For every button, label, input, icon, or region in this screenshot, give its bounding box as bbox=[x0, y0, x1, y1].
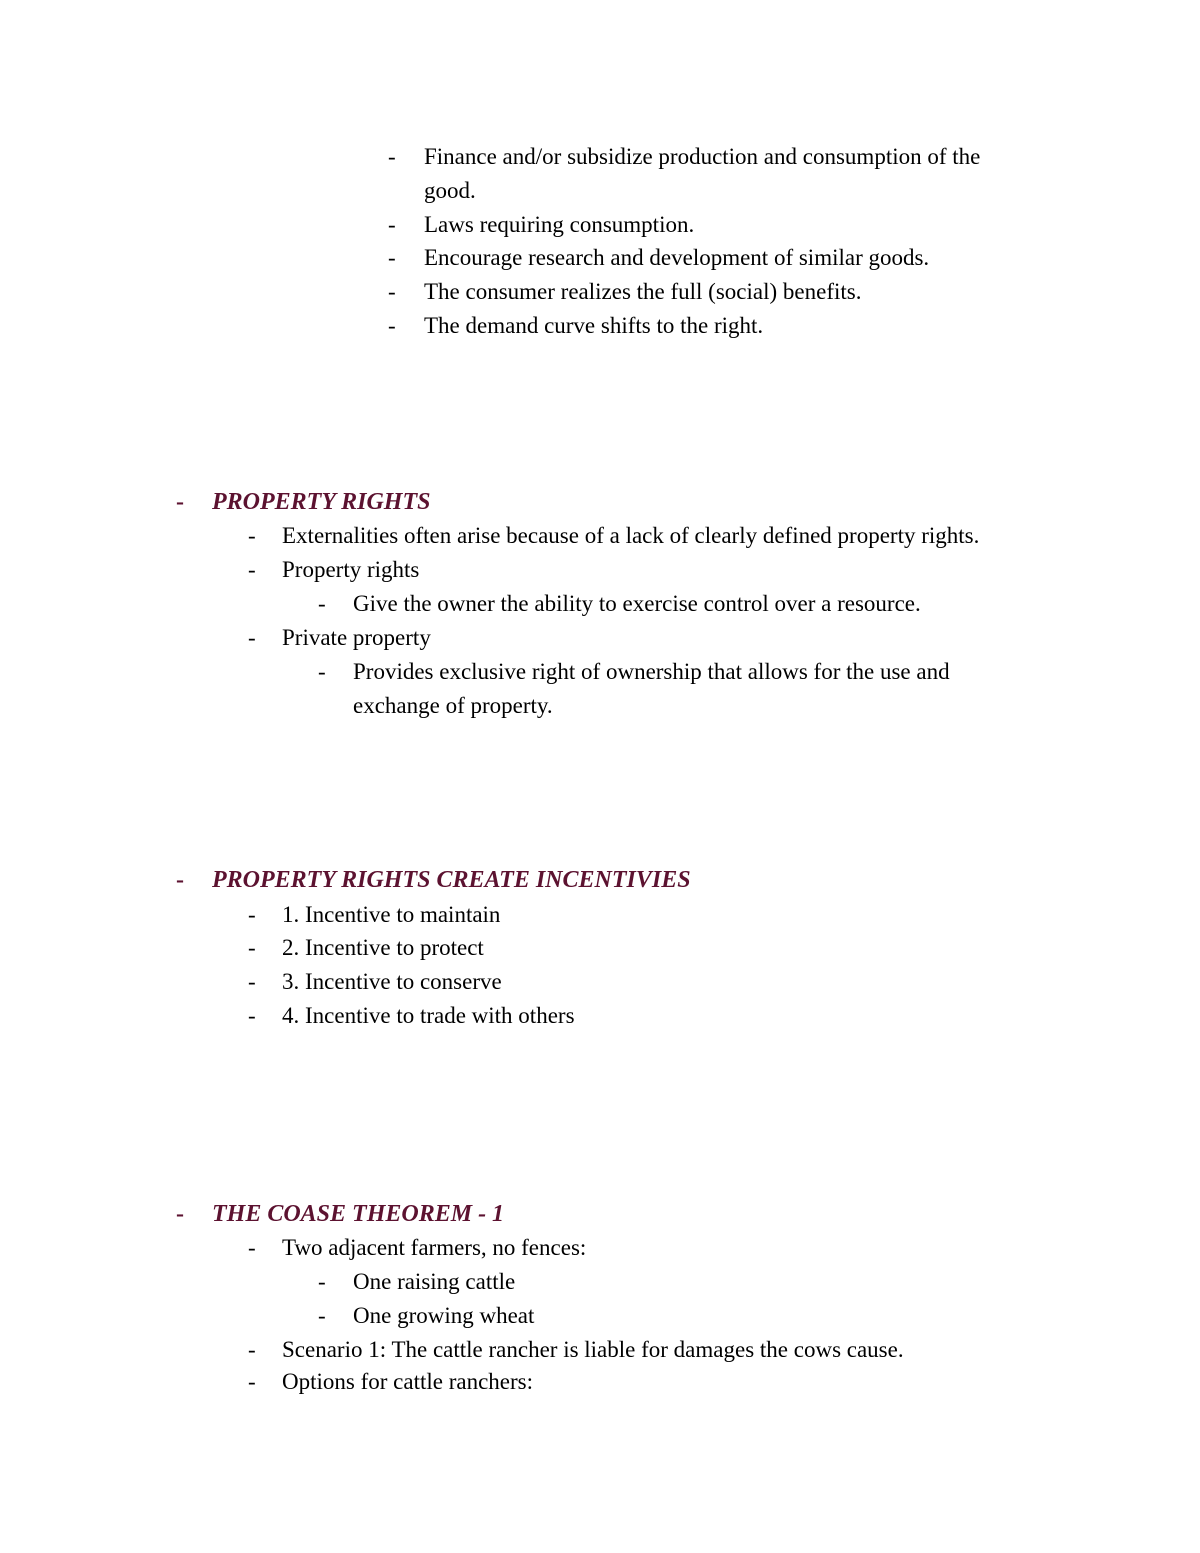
bullet-dash: - bbox=[248, 1003, 256, 1028]
bullet-dash: - bbox=[248, 1369, 256, 1394]
list-item-text: Property rights bbox=[282, 557, 420, 582]
list-item-text: 3. Incentive to conserve bbox=[282, 969, 502, 994]
bullet-dash: - bbox=[388, 144, 396, 169]
sub-bullet-dash: - bbox=[318, 1269, 326, 1294]
list-item-text: Scenario 1: The cattle rancher is liable for damages the cows cause. bbox=[282, 1337, 904, 1362]
section-heading: PROPERTY RIGHTS bbox=[212, 489, 431, 515]
heading-dash: - bbox=[176, 489, 184, 515]
bullet-dash: - bbox=[248, 969, 256, 994]
list-item-text: 1. Incentive to maintain bbox=[282, 902, 501, 927]
bullet-dash: - bbox=[248, 1235, 256, 1260]
list-item-text: Laws requiring consumption. bbox=[424, 212, 695, 237]
bullet-dash: - bbox=[388, 212, 396, 237]
list-item-text: Two adjacent farmers, no fences: bbox=[282, 1235, 587, 1260]
bullet-dash: - bbox=[388, 245, 396, 270]
bullet-dash: - bbox=[248, 625, 256, 650]
list-item-text: Encourage research and development of similar goods. bbox=[424, 245, 930, 270]
bullet-dash: - bbox=[388, 313, 396, 338]
list-item-text: The demand curve shifts to the right. bbox=[424, 313, 764, 338]
bullet-dash: - bbox=[248, 902, 256, 927]
bullet-dash: - bbox=[248, 557, 256, 582]
list-item-text: Finance and/or subsidize production and consumption of the bbox=[424, 144, 981, 169]
list-item-text: Options for cattle ranchers: bbox=[282, 1369, 533, 1394]
sub-list-item-text: One raising cattle bbox=[353, 1269, 516, 1294]
section-heading: THE COASE THEOREM - 1 bbox=[212, 1201, 505, 1227]
sub-bullet-dash: - bbox=[318, 591, 326, 616]
bullet-dash: - bbox=[388, 279, 396, 304]
list-item-text: good. bbox=[424, 178, 476, 203]
sub-list-item-text: One growing wheat bbox=[353, 1303, 535, 1328]
list-item-text: Externalities often arise because of a lack of clearly defined property rights. bbox=[282, 523, 980, 548]
bullet-dash: - bbox=[248, 523, 256, 548]
list-item-text: 2. Incentive to protect bbox=[282, 935, 484, 960]
heading-dash: - bbox=[176, 867, 184, 893]
sub-bullet-dash: - bbox=[318, 1303, 326, 1328]
bullet-dash: - bbox=[248, 1337, 256, 1362]
list-item-text: The consumer realizes the full (social) benefits. bbox=[424, 279, 862, 304]
list-item-text: Private property bbox=[282, 625, 431, 650]
list-item-text: 4. Incentive to trade with others bbox=[282, 1003, 575, 1028]
section-heading: PROPERTY RIGHTS CREATE INCENTIVIES bbox=[212, 867, 691, 893]
sub-list-item-text: Provides exclusive right of ownership that allows for the use and bbox=[353, 659, 950, 684]
sub-bullet-dash: - bbox=[318, 659, 326, 684]
sub-list-item-text: Give the owner the ability to exercise control over a resource. bbox=[353, 591, 921, 616]
heading-dash: - bbox=[176, 1201, 184, 1227]
sub-list-item-text: exchange of property. bbox=[353, 693, 553, 718]
bullet-dash: - bbox=[248, 935, 256, 960]
